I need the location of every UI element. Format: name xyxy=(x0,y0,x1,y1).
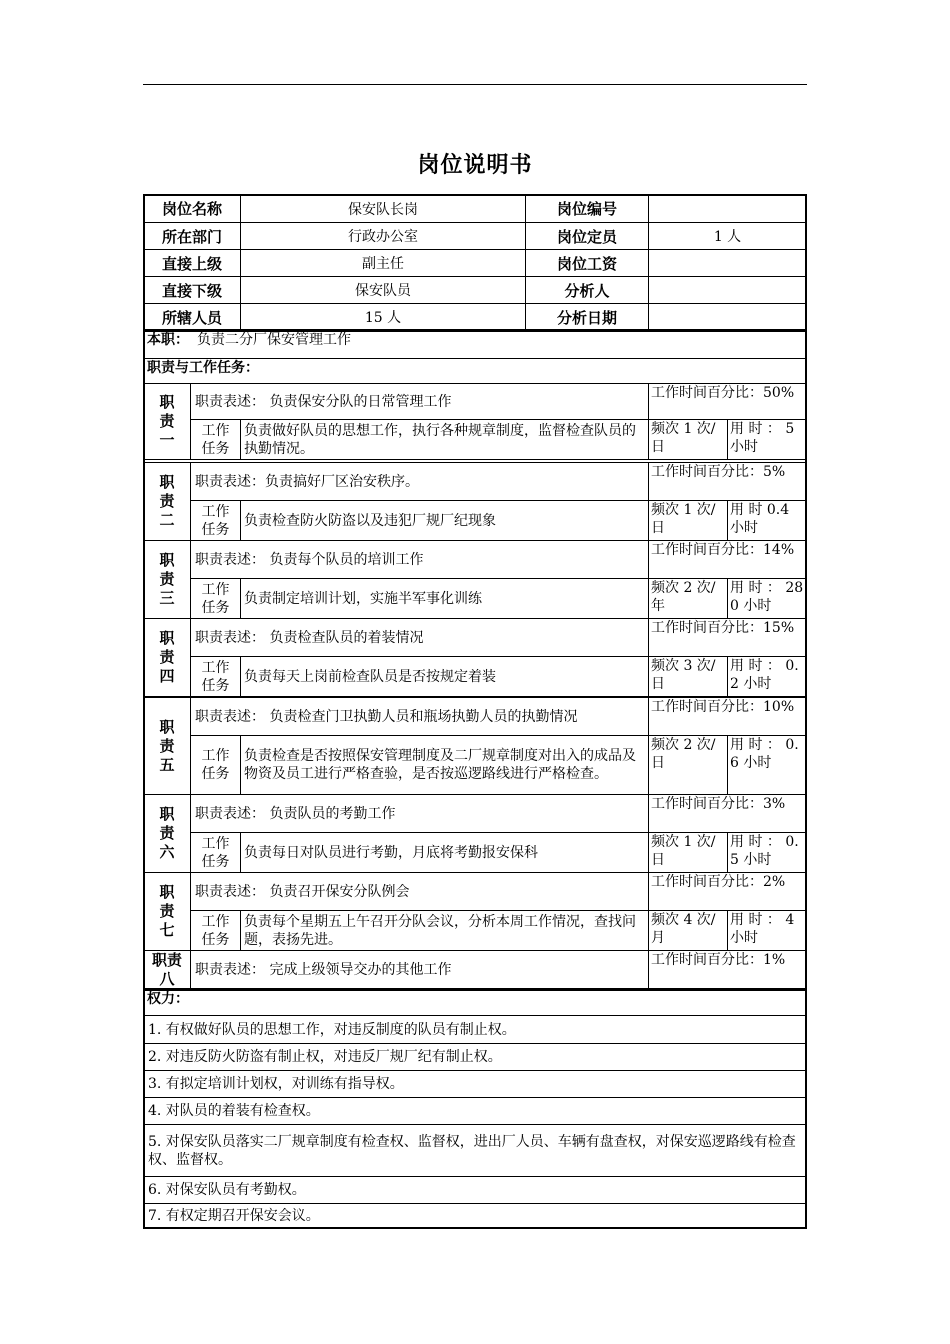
task-frequency: 频次 4 次/月 xyxy=(648,910,728,951)
work-task-text: 负责每日对队员进行考勤，月底将考勤报安保科 xyxy=(240,832,649,873)
responsibility-label-text: 职责七 xyxy=(159,883,175,939)
work-task-label xyxy=(190,910,241,951)
responsibility-label-text: 职责二 xyxy=(159,473,175,529)
subordinate-label: 直接下级 xyxy=(143,276,241,304)
department-value: 行政办公室 xyxy=(240,222,526,250)
work-task-label-text: 工作任务 xyxy=(201,422,230,457)
task-frequency: 频次 2 次/年 xyxy=(648,578,728,619)
task-hours: 用 时 ： 5 小时 xyxy=(727,419,807,460)
power-item: 5. 对保安队员落实二厂规章制度有检查权、监督权，进出厂人员、车辆有盘查权，对保安巡逻路线有检查权、监督权。 xyxy=(143,1124,807,1177)
work-task-label-text: 工作任务 xyxy=(201,581,230,616)
work-task-text: 负责检查防火防盗以及违犯厂规厂纪现象 xyxy=(240,500,649,541)
work-task-label xyxy=(190,419,241,460)
work-task-label xyxy=(190,735,241,795)
work-task-text: 负责制定培训计划，实施半军事化训练 xyxy=(240,578,649,619)
analyst-label: 分析人 xyxy=(525,276,649,304)
duty-label: 本职： xyxy=(147,332,189,348)
task-frequency: 频次 3 次/日 xyxy=(648,656,728,697)
work-task-text: 负责每个星期五上午召开分队会议，分析本周工作情况，查找问题，表扬先进。 xyxy=(240,910,649,951)
responsibilities-header: 职责与工作任务： xyxy=(143,358,807,384)
work-time-percent: 工作时间百分比：2% xyxy=(648,872,807,911)
work-time-percent: 工作时间百分比：10% xyxy=(648,697,807,736)
responsibility-description: 职责表述：负责搞好厂区治安秩序。 xyxy=(190,462,649,501)
task-frequency: 频次 1 次/日 xyxy=(648,500,728,541)
task-hours: 用 时 0.4 小时 xyxy=(727,500,807,541)
job-name-value: 保安队长岗 xyxy=(240,194,526,223)
header-rule xyxy=(143,84,807,85)
department-label: 所在部门 xyxy=(143,222,241,250)
quota-label: 岗位定员 xyxy=(525,222,649,250)
task-hours: 用 时 ： 280 小时 xyxy=(727,578,807,619)
responsibility-label-text: 职责四 xyxy=(159,629,175,685)
subordinate-value: 保安队员 xyxy=(240,276,526,304)
duty-row xyxy=(143,330,807,359)
work-task-text: 负责每天上岗前检查队员是否按规定着装 xyxy=(240,656,649,697)
work-task-label-text: 工作任务 xyxy=(201,748,230,782)
work-task-label xyxy=(190,832,241,873)
task-hours: 用 时 ： 0.6 小时 xyxy=(727,735,807,795)
responsibility-label xyxy=(143,618,191,697)
document-title: 岗位说明书 xyxy=(417,153,533,178)
responsibility-label-text: 职责一 xyxy=(159,393,175,449)
analysis-date-value xyxy=(648,303,807,331)
work-task-label xyxy=(190,500,241,541)
task-frequency: 频次 1 次/日 xyxy=(648,832,728,873)
responsibility-description: 职责表述： 负责检查队员的着装情况 xyxy=(190,618,649,657)
work-time-percent: 工作时间百分比：50% xyxy=(648,383,807,420)
work-task-label-text: 工作任务 xyxy=(201,659,230,694)
staff-label: 所辖人员 xyxy=(143,303,241,331)
power-item: 4. 对队员的着装有检查权。 xyxy=(143,1097,807,1125)
job-name-label: 岗位名称 xyxy=(143,194,241,223)
power-item: 1. 有权做好队员的思想工作，对违反制度的队员有制止权。 xyxy=(143,1015,807,1044)
power-item: 2. 对违反防火防盗有制止权，对违反厂规厂纪有制止权。 xyxy=(143,1043,807,1071)
responsibility-label xyxy=(143,950,191,990)
responsibility-label-text: 职责六 xyxy=(159,805,175,861)
quota-value: 1 人 xyxy=(648,222,807,250)
work-task-text: 负责做好队员的思想工作，执行各种规章制度，监督检查队员的执勤情况。 xyxy=(240,419,649,460)
salary-value xyxy=(648,249,807,277)
job-code-value xyxy=(648,194,807,223)
power-item: 6. 对保安队员有考勤权。 xyxy=(143,1176,807,1204)
work-task-label xyxy=(190,578,241,619)
responsibility-description: 职责表述： 完成上级领导交办的其他工作 xyxy=(190,950,649,990)
work-task-label xyxy=(190,656,241,697)
responsibility-label xyxy=(143,462,191,541)
responsibility-description: 职责表述： 负责每个队员的培训工作 xyxy=(190,540,649,579)
superior-label: 直接上级 xyxy=(143,249,241,277)
responsibility-label xyxy=(143,794,191,873)
task-hours: 用 时 ： 0.2 小时 xyxy=(727,656,807,697)
responsibility-label-text: 职责八 xyxy=(151,951,182,988)
work-task-label-text: 工作任务 xyxy=(201,835,230,870)
responsibility-label xyxy=(143,872,191,951)
staff-value: 15 人 xyxy=(240,303,526,331)
responsibility-label-text: 职责三 xyxy=(159,551,175,607)
work-task-text: 负责检查是否按照保安管理制度及二厂规章制度对出入的成品及物资及员工进行严格查验，是否按巡逻路线进行严格检查。 xyxy=(240,735,649,795)
power-header: 权力： xyxy=(143,989,807,1016)
responsibility-description: 职责表述： 负责检查门卫执勤人员和瓶场执勤人员的执勤情况 xyxy=(190,697,649,736)
responsibility-description: 职责表述： 负责召开保安分队例会 xyxy=(190,872,649,911)
responsibility-label xyxy=(143,697,191,795)
power-item: 7. 有权定期召开保安会议。 xyxy=(143,1203,807,1228)
superior-value: 副主任 xyxy=(240,249,526,277)
task-hours: 用 时 ： 0.5 小时 xyxy=(727,832,807,873)
task-frequency: 频次 1 次/日 xyxy=(648,419,728,460)
work-task-label-text: 工作任务 xyxy=(201,503,230,538)
salary-label: 岗位工资 xyxy=(525,249,649,277)
analysis-date-label: 分析日期 xyxy=(525,303,649,331)
responsibility-description: 职责表述： 负责保安分队的日常管理工作 xyxy=(190,383,649,420)
power-item: 3. 有拟定培训计划权，对训练有指导权。 xyxy=(143,1070,807,1098)
responsibility-label-text: 职责五 xyxy=(159,717,175,774)
analyst-value xyxy=(648,276,807,304)
responsibility-label xyxy=(143,540,191,619)
work-time-percent: 工作时间百分比：14% xyxy=(648,540,807,579)
job-code-label: 岗位编号 xyxy=(525,194,649,223)
work-task-label-text: 工作任务 xyxy=(201,913,230,948)
work-time-percent: 工作时间百分比：3% xyxy=(648,794,807,833)
task-frequency: 频次 2 次/日 xyxy=(648,735,728,795)
work-time-percent: 工作时间百分比：1% xyxy=(648,950,807,990)
responsibility-description: 职责表述： 负责队员的考勤工作 xyxy=(190,794,649,833)
duty-text: 负责二分厂保安管理工作 xyxy=(197,332,351,348)
task-hours: 用 时 ： 4 小时 xyxy=(727,910,807,951)
work-time-percent: 工作时间百分比：15% xyxy=(648,618,807,657)
responsibility-label xyxy=(143,383,191,460)
work-time-percent: 工作时间百分比：5% xyxy=(648,462,807,501)
